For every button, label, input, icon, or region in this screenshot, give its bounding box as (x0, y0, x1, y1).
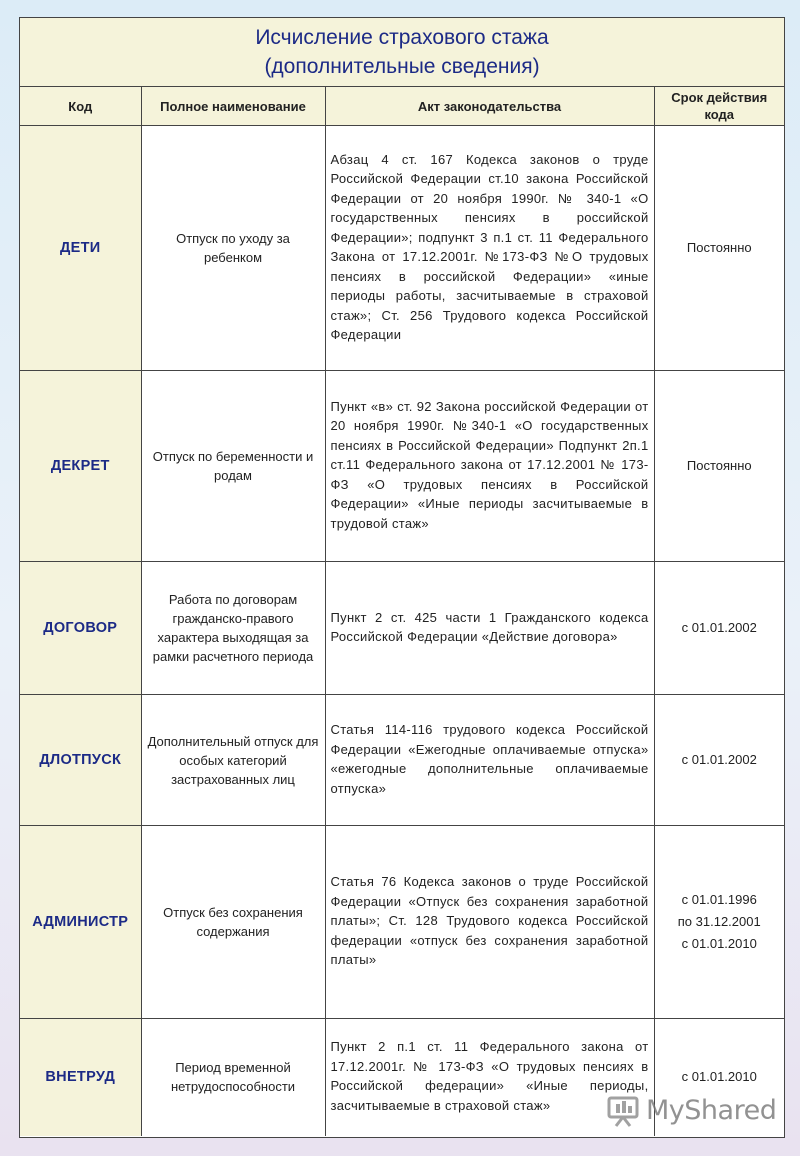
row-name: Отпуск по уходу за ребенком (141, 126, 325, 371)
term-line: по 31.12.2001 (677, 914, 761, 929)
row-act: Абзац 4 ст. 167 Кодекса законов о труде Российской Федерации ст.10 закона Российской Федерации от 20 ноября 1990г. № 340-1 «О государственных пенсиях в российской Федерации»; подпункт 3 п.1 ст. 11 Федерального Закона от 17.12.2001г. №173-ФЗ №О трудовых пенсиях в российской Федерации» «иные периоды работы, засчитываемые в страховой стаж»; Ст. 256 Трудового кодекса Российской Федерации (325, 126, 654, 371)
row-code: ВНЕТРУД (20, 1019, 141, 1136)
row-term (654, 826, 784, 1019)
row-term (654, 126, 784, 371)
table-row (20, 126, 784, 371)
row-code: ДОГОВОР (20, 562, 141, 695)
presentation-board-icon (606, 1093, 640, 1127)
table-row (20, 826, 784, 1019)
row-term (654, 371, 784, 562)
row-code: ДЛОТПУСК (20, 695, 141, 826)
table-header-row (20, 87, 784, 126)
row-name: Период временной нетрудоспособности (141, 1019, 325, 1136)
header-name: Полное наименование (141, 87, 325, 126)
term-line: Постоянно (686, 458, 752, 473)
header-code: Код (20, 87, 141, 126)
header-act: Акт законодательства (325, 87, 654, 126)
term-line: с 01.01.1996 (681, 892, 757, 907)
row-code: ДЕКРЕТ (20, 371, 141, 562)
row-act: Статья 76 Кодекса законов о труде Российской Федерации «Отпуск без сохранения заработной платы»; Ст. 128 Трудового кодекса Российской федерации «отпуск без сохранения заработной платы» (325, 826, 654, 1019)
codes-table (20, 87, 784, 1136)
row-term (654, 695, 784, 826)
term-line: с 01.01.2010 (681, 1069, 757, 1085)
term-line: Постоянно (686, 240, 752, 255)
row-act: Статья 114-116 трудового кодекса Российской Федерации «Ежегодные оплачиваемые отпуска» «ежегодные дополнительные оплачиваемые отпуска» (325, 695, 654, 826)
term-line: с 01.01.2002 (681, 752, 757, 767)
row-code: ДЕТИ (20, 126, 141, 371)
watermark-text: MyShared (646, 1094, 777, 1126)
row-code: АДМИНИСТР (20, 826, 141, 1019)
row-name: Работа по договорам гражданско-правого характера выходящая за рамки расчетного периода (141, 562, 325, 695)
title-line-2: (дополнительные сведения) (264, 55, 540, 78)
row-act: Пункт «в» ст. 92 Закона российской Федерации от 20 ноября 1990г. №340-1 «О государственных пенсиях в Российской Федерации» Подпункт 2п.1 ст.11 Федерального закона от 17.12.2001 № 173-ФЗ «О трудовых пенсиях в Российской Федерации» «Иные периоды засчитываемые в трудовой стаж» (325, 371, 654, 562)
table-row (20, 371, 784, 562)
row-name: Отпуск по беременности и родам (141, 371, 325, 562)
table-row (20, 562, 784, 695)
row-act: Пункт 2 ст. 425 части 1 Гражданского кодекса Российской Федерации «Действие договора» (325, 562, 654, 695)
document-page (19, 17, 785, 1138)
term-line: с 01.01.2002 (681, 620, 757, 635)
watermark (606, 1092, 776, 1128)
row-name: Отпуск без сохранения содержания (141, 826, 325, 1019)
row-act: Пункт 2 п.1 ст. 11 Федерального закона от 17.12.2001г. № 173-ФЗ «О трудовых пенсиях в Российской федерации» «Иные периоды, засчитываемые в страховой стаж» (325, 1019, 654, 1136)
table-row (20, 695, 784, 826)
document-title (20, 18, 784, 87)
term-line: с 01.01.2010 (681, 936, 757, 951)
row-term (654, 562, 784, 695)
row-name: Дополнительный отпуск для особых категорий застрахованных лиц (141, 695, 325, 826)
header-term: Срок действия кода (654, 87, 784, 126)
title-line-1: Исчисление страхового стажа (255, 26, 549, 49)
